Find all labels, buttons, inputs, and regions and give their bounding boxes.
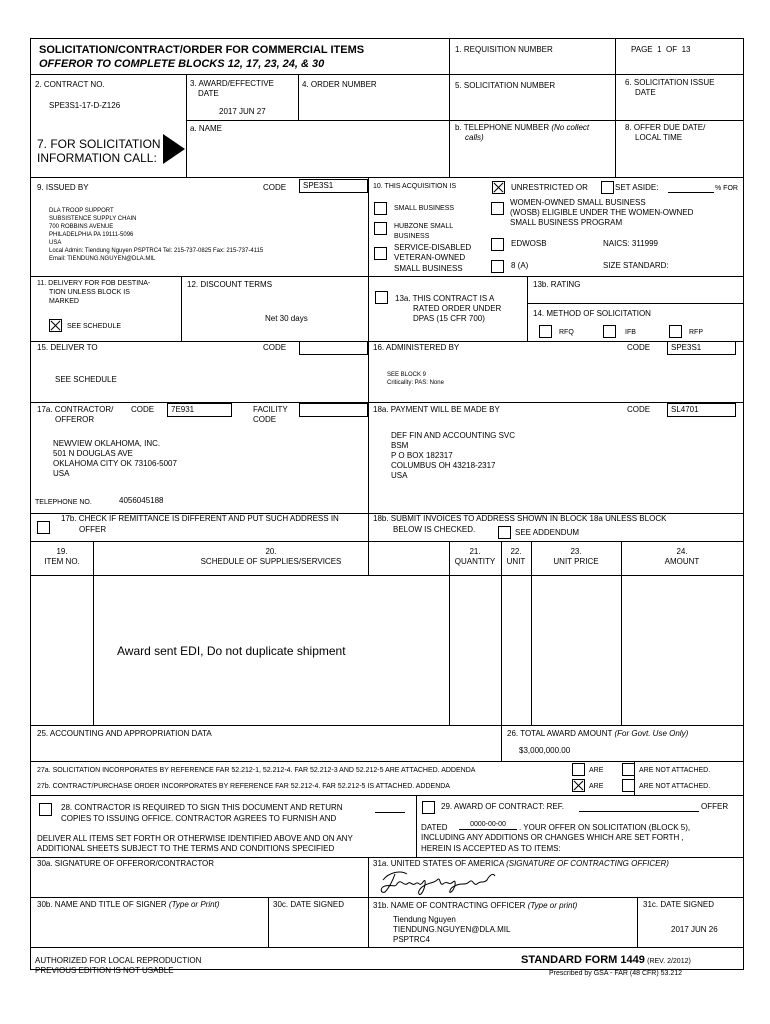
issued-by-label: 9. ISSUED BY bbox=[37, 183, 89, 192]
payment-code-value: SL4701 bbox=[667, 403, 736, 417]
see-addendum-label: SEE ADDENDUM bbox=[515, 528, 580, 537]
ifb-checkbox[interactable] bbox=[603, 325, 616, 338]
block-29-line-1: 29. AWARD OF CONTRACT: REF. bbox=[441, 802, 564, 811]
acquisition-label: 10. THIS ACQUISITION IS bbox=[373, 183, 457, 190]
col-item-no: ITEM NO. bbox=[44, 557, 80, 566]
sdvosb-label: SERVICE-DISABLED bbox=[394, 243, 472, 252]
us-signature-label: 31a. UNITED STATES OF AMERICA (SIGNATURE OF CONTRACTING OFFICER) bbox=[373, 859, 669, 868]
27a-are-not-checkbox[interactable] bbox=[622, 763, 635, 776]
payment-address-3: P O BOX 182317 bbox=[391, 451, 453, 460]
unrestricted-checkbox[interactable] bbox=[492, 181, 505, 194]
contractor-address-3: OKLAHOMA CITY OK 73106-5007 bbox=[53, 459, 177, 468]
block-28-line-1: 28. CONTRACTOR IS REQUIRED TO SIGN THIS DOCUMENT AND RETURN bbox=[61, 803, 343, 812]
discount-terms-label: 12. DISCOUNT TERMS bbox=[187, 280, 273, 289]
issuer-line-6: Local Admin: Tiendung Nguyen PSPTRC4 Tel: 215-737-0825 Fax: 215-737-4115 bbox=[49, 248, 264, 254]
fob-label-3: MARKED bbox=[49, 298, 79, 305]
contractor-telephone-value: 4056045188 bbox=[119, 496, 164, 505]
payment-code-label: CODE bbox=[627, 405, 651, 414]
ifb-label: IFB bbox=[625, 329, 636, 336]
block-28-checkbox[interactable] bbox=[39, 803, 52, 816]
small-business-label: SMALL BUSINESS bbox=[394, 205, 455, 212]
payment-address-4: COLUMBUS OH 43218-2317 bbox=[391, 461, 496, 470]
telephone-label: b. TELEPHONE NUMBER (No collect bbox=[455, 123, 590, 132]
discount-terms-value: Net 30 days bbox=[265, 314, 308, 323]
block-28-line-3: DELIVER ALL ITEMS SET FORTH OR OTHERWISE IDENTIFIED ABOVE AND ON ANY bbox=[37, 834, 353, 843]
set-aside-label: SET ASIDE: bbox=[615, 183, 659, 192]
fob-label: 11. DELIVERY FOR FOB DESTINA- bbox=[37, 280, 151, 287]
27a-are-not-label: ARE NOT ATTACHED. bbox=[639, 767, 711, 774]
27b-are-not-checkbox[interactable] bbox=[622, 779, 635, 792]
sdvosb-label-3: SMALL BUSINESS bbox=[394, 264, 463, 273]
award-ref-field[interactable] bbox=[579, 802, 699, 812]
sdvosb-checkbox[interactable] bbox=[374, 247, 387, 260]
rating-label: 13b. RATING bbox=[533, 280, 581, 289]
col-schedule-num: 20. bbox=[265, 547, 277, 556]
us-date-signed-label: 31c. DATE SIGNED bbox=[643, 900, 714, 909]
block-27b-label: 27b. CONTRACT/PURCHASE ORDER INCORPORATES BY REFERENCE FAR 52.212-4. FAR 52.212-5 IS ATTACHED. ADDENDA bbox=[37, 783, 450, 790]
block-29-dated-label: DATED bbox=[421, 823, 448, 832]
award-date-label-2: DATE bbox=[198, 89, 219, 98]
rfq-label: RFQ bbox=[559, 329, 574, 336]
telephone-label-2: calls) bbox=[465, 133, 484, 142]
administered-line-1: SEE BLOCK 9 bbox=[387, 372, 427, 378]
sdvosb-label-2: VETERAN-OWNED bbox=[394, 253, 466, 262]
administered-line-2: Criticality: PAS: None bbox=[387, 380, 444, 386]
rated-order-label-3: DPAS (15 CFR 700) bbox=[413, 314, 485, 323]
contractor-address-4: USA bbox=[53, 469, 70, 478]
issuer-line-1: DLA TROOP SUPPORT bbox=[49, 208, 114, 214]
hubzone-checkbox[interactable] bbox=[374, 222, 387, 235]
issuer-line-4: PHILADELPHIA PA 19111-5096 bbox=[49, 232, 134, 238]
contractor-label: 17a. CONTRACTOR/ bbox=[37, 405, 114, 414]
col-unit: UNIT bbox=[506, 557, 526, 566]
block-29-line-4: HEREIN IS ACCEPTED AS TO ITEMS: bbox=[421, 844, 561, 853]
fob-label-2: TION UNLESS BLOCK IS bbox=[49, 289, 130, 296]
col-unit-price-num: 23. bbox=[570, 547, 582, 556]
total-award-label: 26. TOTAL AWARD AMOUNT (For Govt. Use Only) bbox=[507, 729, 689, 738]
offer-due-label: 8. OFFER DUE DATE/ bbox=[625, 123, 706, 132]
27a-are-label: ARE bbox=[589, 767, 604, 774]
contract-number-label: 2. CONTRACT NO. bbox=[35, 80, 105, 89]
col-schedule: SCHEDULE OF SUPPLIES/SERVICES bbox=[200, 557, 342, 566]
fob-see-schedule-label: SEE SCHEDULE bbox=[67, 323, 122, 330]
col-quantity-num: 21. bbox=[469, 547, 481, 556]
remittance-label: 17b. CHECK IF REMITTANCE IS DIFFERENT AND PUT SUCH ADDRESS IN bbox=[61, 514, 339, 523]
contracting-officer-signature bbox=[377, 866, 507, 896]
contracting-officer-name-1: Tiendung Nguyen bbox=[393, 915, 456, 924]
deliver-to-value: SEE SCHEDULE bbox=[55, 375, 117, 384]
solicitation-issue-date-label-2: DATE bbox=[635, 88, 656, 97]
facility-code-label: FACILITY bbox=[253, 405, 288, 414]
contracting-officer-name-label: 31b. NAME OF CONTRACTING OFFICER (Type or print) bbox=[373, 901, 578, 910]
payment-address-1: DEF FIN AND ACCOUNTING SVC bbox=[391, 431, 516, 440]
edwosb-checkbox[interactable] bbox=[491, 238, 504, 251]
wosb-label-2: (WOSB) ELIGIBLE UNDER THE WOMEN-OWNED bbox=[510, 208, 694, 217]
info-call-label: 7. FOR SOLICITATION bbox=[37, 137, 161, 151]
issued-by-code-value: SPE3S1 bbox=[299, 179, 368, 193]
solicitation-issue-date-label: 6. SOLICITATION ISSUE bbox=[625, 78, 715, 87]
deliver-to-code-value bbox=[299, 341, 368, 355]
rated-order-label: 13a. THIS CONTRACT IS A bbox=[395, 294, 495, 303]
requisition-number-label: 1. REQUISITION NUMBER bbox=[455, 45, 553, 54]
award-date-value: 2017 JUN 27 bbox=[219, 107, 266, 116]
contractor-code-value: 7E931 bbox=[167, 403, 232, 417]
naics-label: NAICS: 311999 bbox=[603, 239, 658, 248]
block-28-copies-field[interactable] bbox=[375, 803, 405, 813]
eight-a-checkbox[interactable] bbox=[491, 260, 504, 273]
block-29-line-3: INCLUDING ANY ADDITIONS OR CHANGES WHICH ARE SET FORTH , bbox=[421, 833, 684, 842]
col-unit-price: UNIT PRICE bbox=[553, 557, 599, 566]
solicitation-number-label: 5. SOLICITATION NUMBER bbox=[455, 81, 556, 90]
contractor-telephone-label: TELEPHONE NO. bbox=[35, 499, 92, 506]
27a-are-checkbox[interactable] bbox=[572, 763, 585, 776]
block-29-checkbox[interactable] bbox=[422, 801, 435, 814]
us-date-signed-value: 2017 JUN 26 bbox=[671, 925, 718, 934]
sf1449-form bbox=[30, 38, 744, 977]
col-unit-num: 22. bbox=[510, 547, 522, 556]
issuer-line-7: Email: TIENDUNG.NGUYEN@DLA.MIL bbox=[49, 256, 156, 262]
see-addendum-checkbox[interactable] bbox=[498, 526, 511, 539]
payment-address-5: USA bbox=[391, 471, 408, 480]
submit-invoices-label-2: BELOW IS CHECKED. bbox=[393, 525, 476, 534]
block-29-dated-value[interactable]: 0000-00-00 bbox=[459, 820, 517, 830]
col-amount-num: 24. bbox=[676, 547, 688, 556]
27b-are-label: ARE bbox=[589, 783, 604, 790]
block-28-line-4: ADDITIONAL SHEETS SUBJECT TO THE TERMS AND CONDITIONS SPECIFIED bbox=[37, 844, 335, 853]
contract-number-value: SPE3S1-17-D-Z126 bbox=[49, 101, 121, 110]
rated-order-label-2: RATED ORDER UNDER bbox=[413, 304, 502, 313]
issuer-line-3: 700 ROBBINS AVENUE bbox=[49, 224, 114, 230]
facility-code-label-2: CODE bbox=[253, 415, 277, 424]
footer-prescribed: Prescribed by GSA - FAR (48 CFR) 53.212 bbox=[549, 970, 683, 977]
col-item-no-num: 19. bbox=[56, 547, 68, 556]
contractor-label-2: OFFEROR bbox=[55, 415, 95, 424]
accounting-data-label: 25. ACCOUNTING AND APPROPRIATION DATA bbox=[37, 729, 212, 738]
col-amount: AMOUNT bbox=[664, 557, 700, 566]
form-subtitle: OFFEROR TO COMPLETE BLOCKS 12, 17, 23, 24, & 30 bbox=[39, 58, 325, 70]
payment-by-label: 18a. PAYMENT WILL BE MADE BY bbox=[373, 405, 500, 414]
contractor-address-2: 501 N DOUGLAS AVE bbox=[53, 449, 133, 458]
offeror-signature-label: 30a. SIGNATURE OF OFFEROR/CONTRACTOR bbox=[37, 859, 215, 868]
issuer-line-2: SUBSISTENCE SUPPLY CHAIN bbox=[49, 216, 137, 222]
submit-invoices-label: 18b. SUBMIT INVOICES TO ADDRESS SHOWN IN BLOCK 18a UNLESS BLOCK bbox=[373, 514, 667, 523]
remittance-checkbox[interactable] bbox=[37, 521, 50, 534]
hubzone-label-2: BUSINESS bbox=[394, 233, 430, 240]
small-business-checkbox[interactable] bbox=[374, 202, 387, 215]
administered-by-label: 16. ADMINISTERED BY bbox=[373, 343, 460, 352]
payment-address-2: BSM bbox=[391, 441, 409, 450]
wosb-checkbox[interactable] bbox=[491, 202, 504, 215]
eight-a-label: 8 (A) bbox=[511, 261, 529, 270]
contractor-address-1: NEWVIEW OKLAHOMA, INC. bbox=[53, 439, 161, 448]
unrestricted-label: UNRESTRICTED OR bbox=[511, 183, 588, 192]
page-indicator: PAGE 1 OF 13 bbox=[631, 45, 691, 54]
rfp-label: RFP bbox=[689, 329, 703, 336]
deliver-to-label: 15. DELIVER TO bbox=[37, 343, 98, 352]
wosb-label-3: SMALL BUSINESS PROGRAM bbox=[510, 218, 623, 227]
award-date-label: 3. AWARD/EFFECTIVE bbox=[190, 79, 274, 88]
size-standard-label: SIZE STANDARD: bbox=[603, 261, 669, 270]
issuer-line-5: USA bbox=[49, 240, 62, 246]
footer-auth: AUTHORIZED FOR LOCAL REPRODUCTION bbox=[35, 956, 202, 965]
set-aside-checkbox[interactable] bbox=[601, 181, 614, 194]
col-quantity: QUANTITY bbox=[454, 557, 496, 566]
wosb-label: WOMEN-OWNED SMALL BUSINESS bbox=[510, 198, 646, 207]
contracting-officer-name-2: TIENDUNG.NGUYEN@DLA.MIL bbox=[393, 925, 511, 934]
arrow-right-icon bbox=[163, 134, 185, 164]
hubzone-label: HUBZONE SMALL bbox=[394, 223, 454, 230]
block-28-line-2: COPIES TO ISSUING OFFICE. CONTRACTOR AGREES TO FURNISH AND bbox=[61, 814, 337, 823]
27b-are-not-label: ARE NOT ATTACHED. bbox=[639, 783, 711, 790]
set-aside-percent-field[interactable] bbox=[668, 183, 714, 193]
issued-by-code-label: CODE bbox=[263, 183, 287, 192]
info-call-label-2: INFORMATION CALL: bbox=[37, 151, 157, 165]
facility-code-value bbox=[299, 403, 368, 417]
block-29-offer: OFFER bbox=[701, 802, 729, 811]
remittance-label-2: OFFER bbox=[79, 525, 107, 534]
administered-by-code-value: SPE3S1 bbox=[667, 341, 736, 355]
fob-see-schedule-checkbox[interactable] bbox=[49, 319, 62, 332]
block-27a-label: 27a. SOLICITATION INCORPORATES BY REFERENCE FAR 52.212-1, 52.212-4. FAR 52.212-3 AND 52.212-5 ARE ATTACHED. ADDENDA bbox=[37, 767, 476, 774]
block-29-line-2: . YOUR OFFER ON SOLICITATION (BLOCK 5), bbox=[519, 823, 691, 832]
method-label: 14. METHOD OF SOLICITATION bbox=[533, 309, 651, 318]
offeror-date-signed-label: 30c. DATE SIGNED bbox=[273, 900, 344, 909]
deliver-to-code-label: CODE bbox=[263, 343, 287, 352]
contractor-code-label: CODE bbox=[131, 405, 155, 414]
rfp-checkbox[interactable] bbox=[669, 325, 682, 338]
footer-previous-edition: PREVIOUS EDITION IS NOT USABLE bbox=[35, 966, 174, 975]
offer-due-label-2: LOCAL TIME bbox=[635, 133, 683, 142]
administered-by-code-label: CODE bbox=[627, 343, 651, 352]
total-award-value: $3,000,000.00 bbox=[519, 746, 571, 755]
order-number-label: 4. ORDER NUMBER bbox=[302, 80, 377, 89]
percent-for-label: % FOR bbox=[715, 185, 738, 192]
form-title: SOLICITATION/CONTRACT/ORDER FOR COMMERCIAL ITEMS bbox=[39, 44, 365, 56]
27b-are-checkbox[interactable] bbox=[572, 779, 585, 792]
rated-order-checkbox[interactable] bbox=[375, 291, 388, 304]
schedule-note: Award sent EDI, Do not duplicate shipment bbox=[117, 644, 346, 658]
contracting-officer-name-3: PSPTRC4 bbox=[393, 935, 430, 944]
rfq-checkbox[interactable] bbox=[539, 325, 552, 338]
edwosb-label: EDWOSB bbox=[511, 239, 547, 248]
signer-name-label: 30b. NAME AND TITLE OF SIGNER (Type or Print) bbox=[37, 900, 220, 909]
name-label: a. NAME bbox=[190, 124, 223, 133]
footer-form-name: STANDARD FORM 1449 (REV. 2/2012) bbox=[521, 954, 691, 966]
